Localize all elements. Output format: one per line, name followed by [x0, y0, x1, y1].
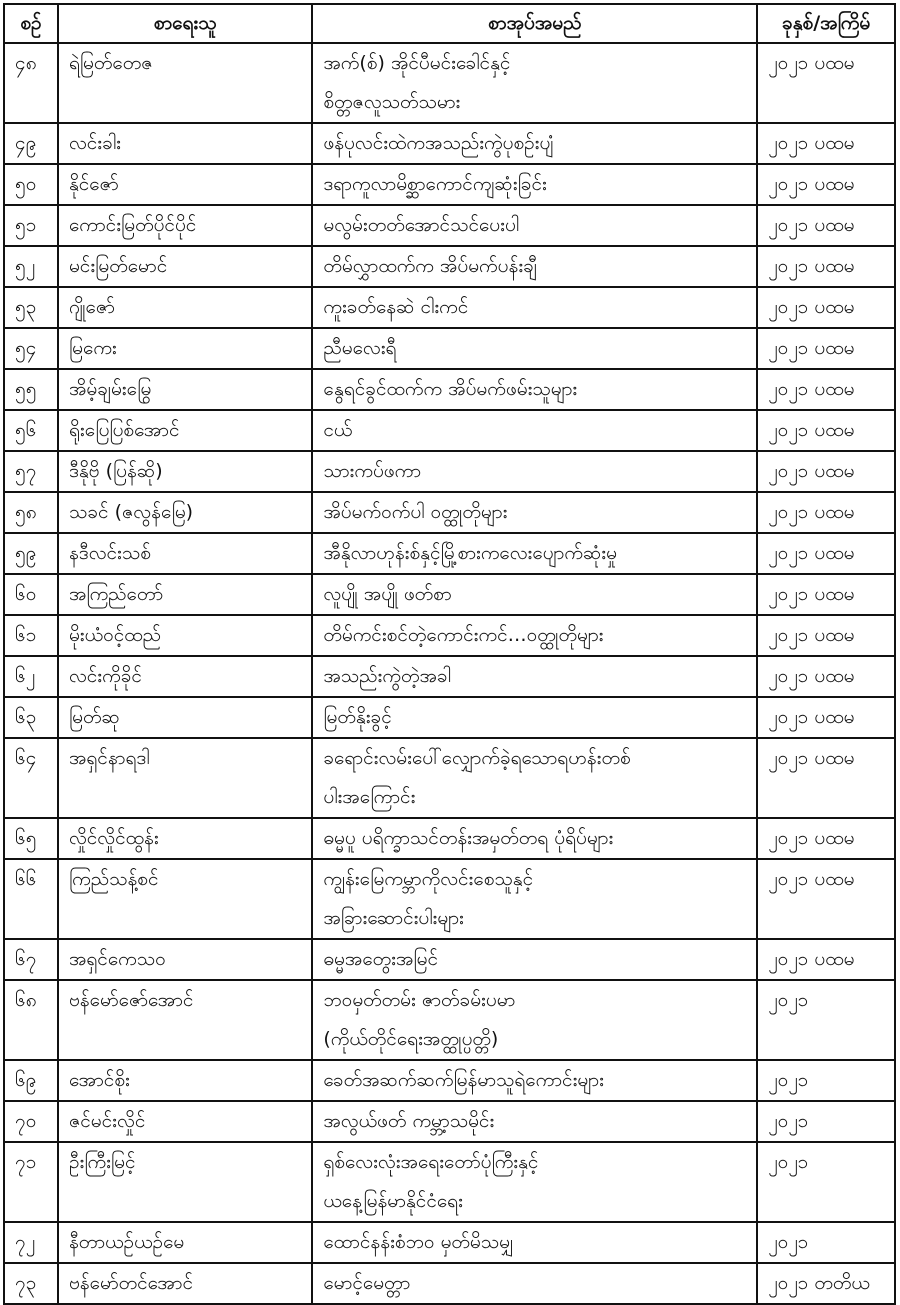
- cell-year-edition-text: ၂၀၂၁ တတိယ: [768, 1272, 870, 1294]
- cell-author: [58, 1101, 312, 1142]
- cell-year-edition-text: ၂၀၂၁ ပထမ: [768, 132, 855, 154]
- cell-title: [312, 205, 757, 246]
- cell-author-text: အိမ့်ချမ်းမြွေ: [68, 378, 152, 400]
- cell-title-text: တိမ်ကင်းစင်တဲ့ကောင်းကင်…ဝတ္ထုတိုများ: [323, 624, 604, 646]
- cell-title: [312, 1142, 757, 1222]
- cell-author: [58, 123, 312, 164]
- cell-author-text: အောင်စိုး: [68, 1069, 130, 1091]
- cell-number: [4, 205, 58, 246]
- cell-title-text: ထောင်နန်းစံဘဝ မှတ်မိသမျှ: [323, 1231, 514, 1253]
- header-author: စာရေးသူ: [58, 4, 312, 43]
- header-no: စဉ်: [4, 4, 58, 43]
- cell-author: [58, 205, 312, 246]
- cell-number-text: ၆၄: [15, 747, 37, 769]
- cell-title-text: ကျွန်းမြေကမ္ဘာကိုလင်းစေသူနှင့် အခြားဆောင်းပါးများ: [323, 868, 534, 929]
- cell-title: [312, 615, 757, 656]
- cell-author-text: ရိုးပြေပြစ်အောင်: [68, 419, 180, 441]
- cell-year-edition: [757, 369, 895, 410]
- cell-author-text: ရဲမြတ်တေဇ: [68, 52, 153, 74]
- cell-year-edition: [757, 1101, 895, 1142]
- cell-title: [312, 328, 757, 369]
- cell-number-text: ၅၉: [15, 542, 37, 564]
- table-row: [4, 287, 895, 328]
- cell-title-text: လူပျို အပျို ဖတ်စာ: [323, 583, 452, 605]
- table-row: [4, 410, 895, 451]
- table-row: [4, 1060, 895, 1101]
- cell-author: [58, 369, 312, 410]
- cell-title: [312, 1101, 757, 1142]
- cell-year-edition-text: ၂၀၂၁ ပထမ: [768, 868, 855, 890]
- cell-number-text: ၅၂: [15, 255, 36, 277]
- cell-title-text: ဘဝမှတ်တမ်း ဇာတ်ခမ်းပမာ (ကိုယ်တိုင်ရေးအတ္ထုပ္ပတ္တိ): [323, 989, 516, 1050]
- cell-year-edition-text: ၂၀၂၁ ပထမ: [768, 665, 855, 687]
- cell-author: [58, 615, 312, 656]
- cell-author: [58, 656, 312, 697]
- cell-year-edition-text: ၂၀၂၁ ပထမ: [768, 296, 855, 318]
- cell-title-text: သားကပ်ဖကာ: [323, 460, 422, 482]
- table-row: [4, 492, 895, 533]
- cell-number-text: ၅၁: [15, 214, 37, 236]
- cell-author-text: လင်းခါး: [68, 132, 121, 154]
- cell-year-edition: [757, 818, 895, 859]
- cell-number-text: ၅၈: [15, 501, 37, 523]
- table-row: [4, 980, 895, 1060]
- cell-title: [312, 656, 757, 697]
- cell-author: [58, 1060, 312, 1101]
- cell-year-edition-text: ၂၀၂၁ ပထမ: [768, 52, 855, 74]
- cell-title: [312, 859, 757, 939]
- cell-year-edition-text: ၂၀၂၁ ပထမ: [768, 624, 855, 646]
- cell-author: [58, 246, 312, 287]
- cell-year-edition: [757, 451, 895, 492]
- table-row: [4, 328, 895, 369]
- cell-number: [4, 615, 58, 656]
- table-body: [4, 43, 895, 1304]
- cell-title-text: အလွယ်ဖတ် ကမ္ဘာ့သမိုင်း: [323, 1110, 495, 1132]
- table-row: [4, 246, 895, 287]
- cell-year-edition: [757, 697, 895, 738]
- cell-title-text: အိပ်မက်ဝက်ပါ ဝတ္ထုတိုများ: [323, 501, 508, 523]
- cell-author: [58, 980, 312, 1060]
- cell-title-text: ဓမ္မပူ ပရိက္ခာသင်တန်းအမှတ်တရ ပုံရိပ်များ: [323, 827, 614, 849]
- table-row: [4, 574, 895, 615]
- cell-number: [4, 697, 58, 738]
- cell-year-edition: [757, 328, 895, 369]
- cell-year-edition: [757, 492, 895, 533]
- cell-author: [58, 1263, 312, 1304]
- cell-title-text: အက်(စ်) အိုင်ပီမင်းခေါင်နှင့် စိတ္တဇလူသတ်သမား: [323, 52, 511, 113]
- cell-number: [4, 451, 58, 492]
- cell-title-text: ဖန်ပုလင်းထဲကအသည်းကွဲပုစဉ်းပျံ: [323, 132, 554, 154]
- cell-number-text: ၇၁: [15, 1151, 37, 1173]
- cell-title-text: ညီမလေးရီ: [323, 337, 397, 359]
- cell-year-edition: [757, 656, 895, 697]
- cell-number-text: ၅၃: [15, 296, 37, 318]
- cell-title: [312, 738, 757, 818]
- cell-year-edition-text: ၂၀၂၁ ပထမ: [768, 378, 855, 400]
- cell-number-text: ၅၀: [15, 173, 37, 195]
- cell-author: [58, 818, 312, 859]
- cell-author: [58, 697, 312, 738]
- cell-author-text: ကြည်သန့်စင်: [68, 868, 159, 890]
- cell-year-edition-text: ၂၀၂၁: [768, 1151, 809, 1173]
- table-row: [4, 939, 895, 980]
- cell-title: [312, 123, 757, 164]
- cell-year-edition: [757, 123, 895, 164]
- cell-number: [4, 43, 58, 123]
- cell-author-text: ဦးကြီးမြင့်: [68, 1151, 136, 1173]
- cell-title: [312, 574, 757, 615]
- cell-author-text: လင်းကိုခိုင်: [68, 665, 142, 687]
- cell-author: [58, 1142, 312, 1222]
- table-row: [4, 1222, 895, 1263]
- cell-number: [4, 939, 58, 980]
- cell-title-text: ရှစ်လေးလုံးအရေးတော်ပုံကြီးနှင့် ယနေ့မြန်မာနိုင်ငံရေး: [323, 1151, 539, 1212]
- cell-title-text: ဓမ္မအတွေးအမြင်: [323, 948, 439, 970]
- cell-author-text: ဗန်မော်တင်အောင်: [68, 1272, 194, 1294]
- cell-year-edition: [757, 939, 895, 980]
- cell-number-text: ၆၉: [15, 1069, 37, 1091]
- cell-year-edition: [757, 1060, 895, 1101]
- cell-number-text: ၆၁: [15, 624, 37, 646]
- cell-author-text: မြတ်ဆု: [68, 706, 120, 728]
- cell-title: [312, 1263, 757, 1304]
- cell-title-text: ကူးခတ်နေဆဲ ငါးကင်: [323, 296, 469, 318]
- cell-author-text: နဒီလင်းသစ်: [68, 542, 151, 564]
- cell-title: [312, 451, 757, 492]
- cell-title-text: ခေတ်အဆက်ဆက်မြန်မာသူရဲကောင်းများ: [323, 1069, 604, 1091]
- cell-title-text: မောင့်မေတ္တာ: [323, 1272, 411, 1294]
- cell-year-edition-text: ၂၀၂၁: [768, 1069, 809, 1091]
- cell-author-text: လှိုင်လှိုင်ထွန်း: [68, 827, 159, 849]
- cell-title: [312, 43, 757, 123]
- cell-title: [312, 164, 757, 205]
- cell-number: [4, 287, 58, 328]
- cell-number: [4, 123, 58, 164]
- cell-year-edition: [757, 1263, 895, 1304]
- cell-author-text: ဒီနိုဗို (ပြန်ဆို): [68, 460, 163, 482]
- cell-title: [312, 492, 757, 533]
- cell-author: [58, 859, 312, 939]
- table-row: [4, 818, 895, 859]
- cell-author-text: နီတာယဉ်ယဉ်မေ: [68, 1231, 185, 1253]
- cell-year-edition: [757, 738, 895, 818]
- cell-number: [4, 410, 58, 451]
- cell-title: [312, 410, 757, 451]
- cell-year-edition: [757, 205, 895, 246]
- cell-year-edition: [757, 533, 895, 574]
- cell-author-text: အရှင်နာရဒါ: [68, 747, 150, 769]
- cell-number: [4, 246, 58, 287]
- cell-author: [58, 533, 312, 574]
- cell-year-edition: [757, 615, 895, 656]
- header-date: ခုနှစ်/အကြိမ်: [757, 4, 895, 43]
- cell-number-text: ၆၇: [15, 948, 37, 970]
- cell-number: [4, 1263, 58, 1304]
- table-row: [4, 859, 895, 939]
- cell-author-text: ကောင်းမြတ်ပိုင်ပိုင်: [68, 214, 197, 236]
- cell-author-text: အကြည်တော်: [68, 583, 164, 605]
- cell-year-edition-text: ၂၀၂၁ ပထမ: [768, 501, 855, 523]
- cell-year-edition: [757, 410, 895, 451]
- cell-number-text: ၆၂: [15, 665, 36, 687]
- cell-number-text: ၇၀: [15, 1110, 37, 1132]
- cell-title-text: ခရောင်းလမ်းပေါ်လျှောက်ခဲ့ရသောရဟန်းတစ် ပါးအကြောင်း: [323, 747, 631, 808]
- cell-number: [4, 656, 58, 697]
- cell-title-text: တိမ်လွှာထက်က အိပ်မက်ပန်းချီ: [323, 255, 537, 277]
- cell-number: [4, 818, 58, 859]
- cell-number: [4, 1101, 58, 1142]
- cell-number-text: ၇၃: [15, 1272, 37, 1294]
- cell-title: [312, 1060, 757, 1101]
- cell-number-text: ၆၃: [15, 706, 37, 728]
- cell-year-edition: [757, 43, 895, 123]
- cell-year-edition: [757, 980, 895, 1060]
- cell-year-edition-text: ၂၀၂၁: [768, 1231, 809, 1253]
- cell-author-text: သခင် (ဇလွန်မြေ): [68, 501, 194, 523]
- cell-number-text: ၆၅: [15, 827, 37, 849]
- cell-number-text: ၆၀: [15, 583, 37, 605]
- cell-author: [58, 492, 312, 533]
- cell-author: [58, 1222, 312, 1263]
- table-row: [4, 369, 895, 410]
- cell-year-edition: [757, 164, 895, 205]
- cell-year-edition-text: ၂၀၂၁ ပထမ: [768, 542, 855, 564]
- cell-number-text: ၆၆: [15, 868, 37, 890]
- cell-number: [4, 164, 58, 205]
- table-row: [4, 697, 895, 738]
- cell-number: [4, 492, 58, 533]
- cell-title-text: မြတ်နိုးခွင့်: [323, 706, 392, 728]
- table-row: [4, 533, 895, 574]
- cell-year-edition: [757, 287, 895, 328]
- cell-author-text: ဂျိုဇော်: [68, 296, 115, 318]
- cell-title-text: ငယ်: [323, 419, 353, 441]
- cell-author: [58, 574, 312, 615]
- cell-author: [58, 410, 312, 451]
- cell-number-text: ၄၉: [15, 132, 37, 154]
- cell-year-edition: [757, 246, 895, 287]
- cell-number: [4, 980, 58, 1060]
- cell-year-edition-text: ၂၀၂၁ ပထမ: [768, 460, 855, 482]
- cell-title: [312, 1222, 757, 1263]
- cell-number: [4, 328, 58, 369]
- cell-title: [312, 818, 757, 859]
- cell-number-text: ၅၆: [15, 419, 37, 441]
- table-row: [4, 615, 895, 656]
- cell-author: [58, 939, 312, 980]
- table-header-row: [4, 4, 895, 43]
- cell-year-edition-text: ၂၀၂၁ ပထမ: [768, 827, 855, 849]
- cell-author-text: ဇင်မင်းလှိုင်: [68, 1110, 146, 1132]
- cell-author-text: မင်းမြတ်မောင်: [68, 255, 168, 277]
- cell-author-text: နိုင်ဇော်: [68, 173, 119, 195]
- cell-year-edition-text: ၂၀၂၁ ပထမ: [768, 419, 855, 441]
- table-row: [4, 1142, 895, 1222]
- cell-year-edition-text: ၂၀၂၁ ပထမ: [768, 173, 855, 195]
- table-row: [4, 1101, 895, 1142]
- cell-number-text: ၅၇: [15, 460, 37, 482]
- cell-title: [312, 980, 757, 1060]
- cell-number: [4, 369, 58, 410]
- table-row: [4, 123, 895, 164]
- cell-title-text: အသည်းကွဲတဲ့အခါ: [323, 665, 451, 687]
- table-row: [4, 656, 895, 697]
- table-row: [4, 451, 895, 492]
- cell-author: [58, 43, 312, 123]
- cell-year-edition-text: ၂၀၂၁ ပထမ: [768, 214, 855, 236]
- cell-number: [4, 859, 58, 939]
- cell-author-text: မြကေး: [68, 337, 117, 359]
- cell-year-edition-text: ၂၀၂၁ ပထမ: [768, 706, 855, 728]
- cell-author-text: မိုးယံဝင့်ထည်: [68, 624, 162, 646]
- cell-year-edition: [757, 859, 895, 939]
- cell-title-text: မလွမ်းတတ်အောင်သင်ပေးပါ: [323, 214, 520, 236]
- cell-year-edition: [757, 1222, 895, 1263]
- cell-number: [4, 1142, 58, 1222]
- book-list-table: [3, 3, 896, 1305]
- cell-year-edition-text: ၂၀၂၁ ပထမ: [768, 747, 855, 769]
- header-title: စာအုပ်အမည်: [312, 4, 757, 43]
- cell-title: [312, 369, 757, 410]
- cell-number: [4, 1060, 58, 1101]
- cell-number-text: ၅၄: [15, 337, 37, 359]
- cell-title: [312, 697, 757, 738]
- table-row: [4, 205, 895, 246]
- cell-author: [58, 328, 312, 369]
- cell-year-edition-text: ၂၀၂၁ ပထမ: [768, 255, 855, 277]
- cell-title-text: ဒရာကူလာမိစ္ဆာကောင်ကျဆုံးခြင်း: [323, 173, 547, 195]
- cell-number: [4, 1222, 58, 1263]
- cell-year-edition-text: ၂၀၂၁ ပထမ: [768, 948, 855, 970]
- table-row: [4, 164, 895, 205]
- cell-year-edition: [757, 574, 895, 615]
- cell-year-edition-text: ၂၀၂၁: [768, 989, 809, 1011]
- cell-number-text: ၅၅: [15, 378, 37, 400]
- cell-title-text: နွေရင်ခွင်ထက်က အိပ်မက်ဖမ်းသူများ: [323, 378, 578, 400]
- cell-author: [58, 738, 312, 818]
- cell-number-text: ၇၂: [15, 1231, 36, 1253]
- cell-title: [312, 939, 757, 980]
- table-row: [4, 738, 895, 818]
- cell-year-edition-text: ၂၀၂၁ ပထမ: [768, 583, 855, 605]
- cell-number: [4, 738, 58, 818]
- cell-title: [312, 533, 757, 574]
- cell-number: [4, 533, 58, 574]
- table-row: [4, 43, 895, 123]
- cell-author-text: ဗန်မော်ဇော်အောင်: [68, 989, 194, 1011]
- table-row: [4, 1263, 895, 1304]
- cell-author: [58, 287, 312, 328]
- cell-author: [58, 451, 312, 492]
- cell-author-text: အရှင်ကေသဝ: [68, 948, 166, 970]
- cell-year-edition-text: ၂၀၂၁ ပထမ: [768, 337, 855, 359]
- cell-title-text: အီနိုလာဟုန်းစ်နှင့်မြို့စားကလေးပျောက်ဆုံးမှု: [323, 542, 617, 564]
- cell-title: [312, 287, 757, 328]
- cell-author: [58, 164, 312, 205]
- cell-number-text: ၆၈: [15, 989, 37, 1011]
- cell-year-edition-text: ၂၀၂၁: [768, 1110, 809, 1132]
- cell-number: [4, 574, 58, 615]
- cell-year-edition: [757, 1142, 895, 1222]
- cell-number-text: ၄၈: [15, 52, 37, 74]
- cell-title: [312, 246, 757, 287]
